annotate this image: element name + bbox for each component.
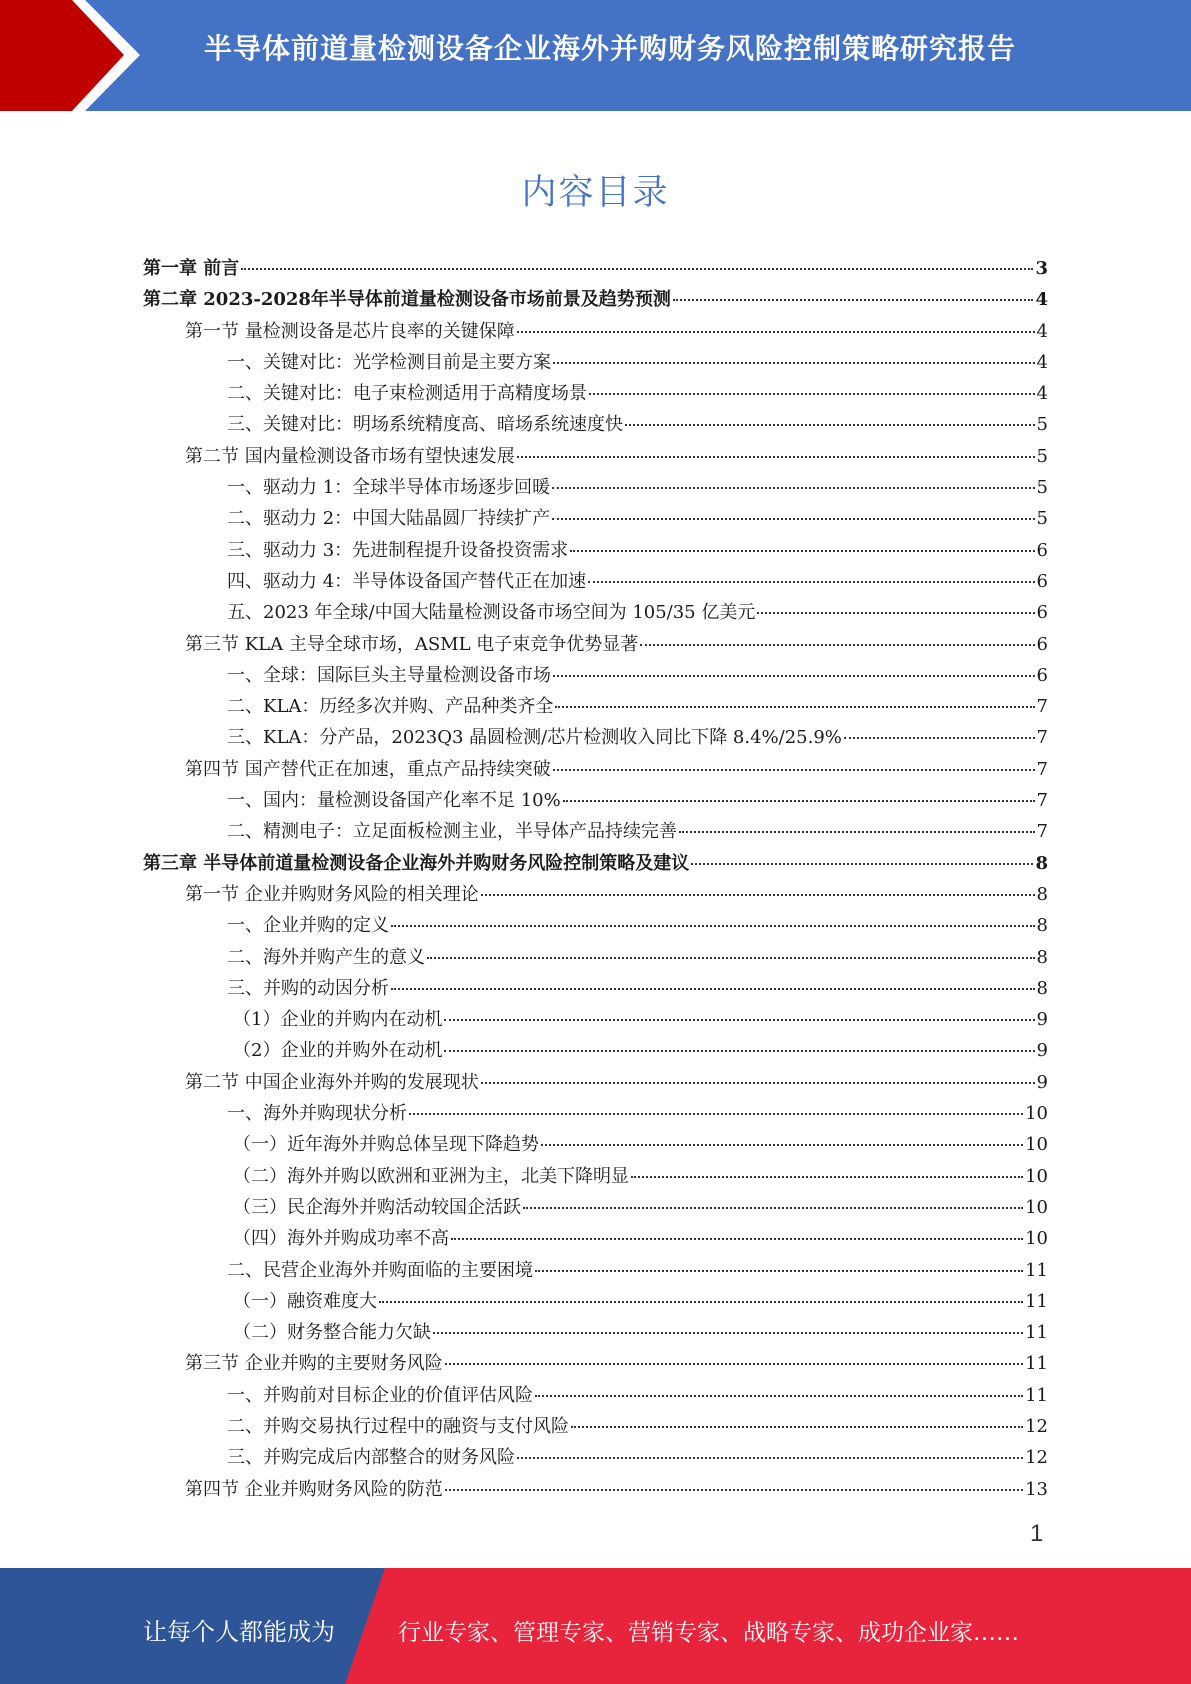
toc-entry-title: 二、并购交易执行过程中的融资与支付风险 (227, 1415, 569, 1437)
toc-entry[interactable] (143, 755, 1048, 786)
toc-entry-page: 10 (1025, 1103, 1048, 1125)
toc-entry[interactable] (143, 1224, 1048, 1255)
toc-entry[interactable] (143, 1381, 1048, 1412)
toc-entry[interactable] (143, 1193, 1048, 1224)
toc-dot-leader (553, 769, 1035, 771)
toc-entry-title: 三、并购的动因分析 (227, 977, 389, 999)
toc-entry-page: 10 (1025, 1228, 1048, 1250)
toc-entry[interactable] (143, 285, 1048, 316)
toc-dot-leader (757, 612, 1034, 614)
toc-entry[interactable] (143, 567, 1048, 598)
toc-entry-title: 第三节 KLA 主导全球市场，ASML 电子束竞争优势显著 (185, 633, 639, 655)
toc-entry-page: 8 (1036, 915, 1048, 937)
header-banner (0, 0, 1191, 111)
toc-dot-leader (570, 550, 1034, 552)
toc-entry[interactable] (143, 630, 1048, 661)
page-number: 1 (1030, 1520, 1044, 1547)
toc-entry[interactable] (143, 880, 1048, 911)
toc-entry[interactable] (143, 504, 1048, 535)
toc-entry-title: 第一章 前言 (143, 258, 240, 279)
toc-dot-leader (553, 362, 1035, 364)
toc-dot-leader (481, 1082, 1035, 1084)
toc-dot-leader (241, 268, 1033, 270)
toc-entry-title: （四）海外并购成功率不高 (233, 1228, 449, 1250)
toc-entry-title: 第四节 企业并购财务风险的防范 (185, 1478, 443, 1500)
toc-entry[interactable] (143, 1068, 1048, 1099)
toc-entry[interactable] (143, 692, 1048, 723)
toc-entry-title: 二、精测电子：立足面板检测主业，半导体产品持续完善 (227, 821, 677, 843)
toc-entry-title: 第三节 企业并购的主要财务风险 (185, 1353, 443, 1375)
toc-entry-page: 5 (1036, 508, 1048, 530)
toc-entry-title: 一、国内：量检测设备国产化率不足 10% (227, 790, 561, 812)
toc-dot-leader (673, 299, 1034, 301)
table-of-contents (143, 254, 1048, 1506)
toc-entry-title: 四、驱动力 4：半导体设备国产替代正在加速 (227, 570, 587, 592)
toc-entry-title: 第二章 2023-2028年半导体前道量检测设备市场前景及趋势预测 (143, 289, 671, 311)
toc-dot-leader (444, 1050, 1034, 1052)
toc-dot-leader (445, 1489, 1023, 1491)
toc-entry[interactable] (143, 723, 1048, 754)
red-arrow-decoration (0, 0, 140, 111)
toc-entry-title: （一）近年海外并购总体呈现下降趋势 (233, 1134, 539, 1156)
toc-entry[interactable] (143, 1162, 1048, 1193)
toc-entry-page: 13 (1025, 1478, 1048, 1500)
toc-entry-title: （2）企业的并购外在动机 (233, 1040, 443, 1062)
toc-dot-leader (409, 1113, 1023, 1115)
toc-entry-title: （一）融资难度大 (233, 1290, 377, 1312)
toc-dot-leader (379, 1301, 1023, 1303)
toc-entry[interactable] (143, 1475, 1048, 1506)
toc-entry-page: 12 (1025, 1415, 1048, 1437)
toc-entry[interactable] (143, 974, 1048, 1005)
footer-banner (0, 1568, 1191, 1684)
toc-entry[interactable] (143, 536, 1048, 567)
toc-dot-leader (541, 1144, 1023, 1146)
toc-entry-page: 9 (1036, 1040, 1048, 1062)
toc-entry-page: 6 (1036, 570, 1048, 592)
toc-entry-title: 一、关键对比：光学检测目前是主要方案 (227, 351, 551, 373)
toc-entry-page: 11 (1025, 1384, 1048, 1406)
toc-entry-title: 第一节 量检测设备是芯片良率的关键保障 (185, 320, 515, 342)
toc-entry-page: 10 (1025, 1196, 1048, 1218)
toc-entry-title: 一、驱动力 1：全球半导体市场逐步回暖 (227, 477, 551, 499)
toc-entry-page: 5 (1036, 477, 1048, 499)
toc-dot-leader (552, 487, 1034, 489)
toc-entry[interactable] (143, 1287, 1048, 1318)
toc-entry-page: 4 (1036, 383, 1048, 405)
toc-entry-page: 7 (1036, 821, 1048, 843)
toc-entry-page: 6 (1036, 602, 1048, 624)
toc-dot-leader (523, 1207, 1023, 1209)
toc-entry-page: 11 (1025, 1322, 1048, 1344)
toc-entry-title: 三、KLA：分产品，2023Q3 晶圆检测/芯片检测收入同比下降 8.4%/25.9% (227, 727, 842, 749)
toc-entry-page: 5 (1036, 414, 1048, 436)
toc-entry-title: 二、民营企业海外并购面临的主要困境 (227, 1259, 533, 1281)
toc-entry-title: 第四节 国产替代正在加速，重点产品持续突破 (185, 758, 551, 780)
toc-entry-title: 一、企业并购的定义 (227, 915, 389, 937)
toc-entry-page: 6 (1036, 633, 1048, 655)
toc-dot-leader (391, 925, 1035, 927)
toc-entry[interactable] (143, 661, 1048, 692)
toc-entry-page: 9 (1036, 1009, 1048, 1031)
toc-entry-title: （三）民企海外并购活动较国企活跃 (233, 1196, 521, 1218)
toc-dot-leader (433, 1332, 1023, 1334)
toc-dot-leader (631, 1176, 1023, 1178)
toc-entry-page: 8 (1036, 977, 1048, 999)
toc-entry[interactable] (143, 1036, 1048, 1067)
toc-entry-title: 三、并购完成后内部整合的财务风险 (227, 1447, 515, 1469)
toc-entry-page: 7 (1036, 790, 1048, 812)
toc-dot-leader (481, 894, 1035, 896)
toc-entry-page: 7 (1036, 758, 1048, 780)
toc-entry-title: 三、关键对比：明场系统精度高、暗场系统速度快 (227, 414, 623, 436)
toc-entry[interactable] (143, 817, 1048, 848)
toc-entry[interactable] (143, 598, 1048, 629)
report-title: 半导体前道量检测设备企业海外并购财务风险控制策略研究报告 (203, 32, 1016, 65)
toc-dot-leader (625, 424, 1035, 426)
toc-dot-leader (427, 957, 1035, 959)
toc-entry-title: （二）财务整合能力欠缺 (233, 1322, 431, 1344)
toc-entry-title: 第二节 中国企业海外并购的发展现状 (185, 1071, 479, 1093)
toc-dot-leader (844, 737, 1035, 739)
toc-entry-title: 二、KLA：历经多次并购、产品种类齐全 (227, 696, 554, 718)
toc-entry[interactable] (143, 1005, 1048, 1036)
toc-dot-leader (535, 1270, 1023, 1272)
toc-entry[interactable] (143, 911, 1048, 942)
toc-entry-page: 9 (1036, 1071, 1048, 1093)
toc-dot-leader (588, 581, 1034, 583)
toc-entry[interactable] (143, 1412, 1048, 1443)
toc-entry-title: （二）海外并购以欧洲和亚洲为主，北美下降明显 (233, 1165, 629, 1187)
toc-entry-title: 第一节 企业并购财务风险的相关理论 (185, 883, 479, 905)
toc-entry-title: 五、2023 年全球/中国大陆量检测设备市场空间为 105/35 亿美元 (227, 602, 756, 624)
footer-slogan-right: 行业专家、管理专家、营销专家、战略专家、成功企业家…… (398, 1620, 1019, 1646)
toc-entry[interactable] (143, 1099, 1048, 1130)
toc-dot-leader (555, 706, 1034, 708)
toc-entry-page: 8 (1036, 946, 1048, 968)
toc-dot-leader (391, 988, 1035, 990)
toc-entry[interactable] (143, 1318, 1048, 1349)
toc-entry[interactable] (143, 442, 1048, 473)
toc-entry[interactable] (143, 317, 1048, 348)
toc-entry-page: 8 (1036, 883, 1048, 905)
toc-entry-page: 7 (1036, 696, 1048, 718)
toc-entry-title: 第三章 半导体前道量检测设备企业海外并购财务风险控制策略及建议 (143, 852, 690, 874)
footer-slogan-left: 让每个人都能成为 (143, 1618, 335, 1646)
toc-dot-leader (640, 644, 1034, 646)
toc-entry-page: 4 (1036, 351, 1048, 373)
toc-dot-leader (589, 393, 1035, 395)
toc-entry[interactable] (143, 943, 1048, 974)
toc-entry-page: 11 (1025, 1259, 1048, 1281)
toc-dot-leader (517, 1457, 1023, 1459)
toc-entry-page: 6 (1036, 539, 1048, 561)
toc-dot-leader (563, 800, 1035, 802)
toc-entry-page: 10 (1025, 1165, 1048, 1187)
toc-entry-page: 4 (1036, 320, 1048, 342)
toc-entry-title: 二、关键对比：电子束检测适用于高精度场景 (227, 383, 587, 405)
toc-entry-page: 5 (1036, 445, 1048, 467)
toc-dot-leader (517, 331, 1035, 333)
toc-heading: 内容目录 (521, 173, 670, 213)
toc-entry-page: 11 (1025, 1353, 1048, 1375)
toc-entry-title: 一、全球：国际巨头主导量检测设备市场 (227, 664, 551, 686)
toc-entry[interactable] (143, 1349, 1048, 1380)
toc-dot-leader (552, 518, 1034, 520)
toc-dot-leader (571, 1426, 1023, 1428)
toc-dot-leader (679, 831, 1035, 833)
toc-entry-page: 8 (1035, 852, 1048, 874)
toc-dot-leader (517, 456, 1035, 458)
toc-entry-title: 一、海外并购现状分析 (227, 1103, 407, 1125)
toc-entry-title: 第二节 国内量检测设备市场有望快速发展 (185, 445, 515, 467)
toc-dot-leader (445, 1363, 1023, 1365)
toc-entry-page: 12 (1025, 1447, 1048, 1469)
toc-entry[interactable] (143, 379, 1048, 410)
toc-entry[interactable] (143, 473, 1048, 504)
toc-entry-title: （1）企业的并购内在动机 (233, 1009, 443, 1031)
toc-entry-title: 三、驱动力 3：先进制程提升设备投资需求 (227, 539, 569, 561)
toc-entry[interactable] (143, 1130, 1048, 1161)
toc-entry[interactable] (143, 410, 1048, 441)
toc-dot-leader (553, 675, 1035, 677)
toc-entry-page: 4 (1035, 289, 1048, 311)
toc-entry[interactable] (143, 1256, 1048, 1287)
toc-entry[interactable] (143, 254, 1048, 285)
toc-entry[interactable] (143, 1443, 1048, 1474)
toc-entry-title: 二、驱动力 2：中国大陆晶圆厂持续扩产 (227, 508, 551, 530)
toc-entry-title: 二、海外并购产生的意义 (227, 946, 425, 968)
toc-entry-page: 7 (1036, 727, 1048, 749)
toc-entry-page: 3 (1035, 258, 1048, 279)
toc-entry-page: 11 (1025, 1290, 1048, 1312)
toc-entry[interactable] (143, 348, 1048, 379)
toc-entry[interactable] (143, 849, 1048, 880)
toc-dot-leader (444, 1019, 1034, 1021)
toc-dot-leader (691, 863, 1033, 865)
toc-entry[interactable] (143, 786, 1048, 817)
toc-entry-title: 一、并购前对目标企业的价值评估风险 (227, 1384, 533, 1406)
toc-dot-leader (535, 1395, 1023, 1397)
toc-dot-leader (451, 1238, 1023, 1240)
toc-entry-page: 10 (1025, 1134, 1048, 1156)
toc-entry-page: 6 (1036, 664, 1048, 686)
